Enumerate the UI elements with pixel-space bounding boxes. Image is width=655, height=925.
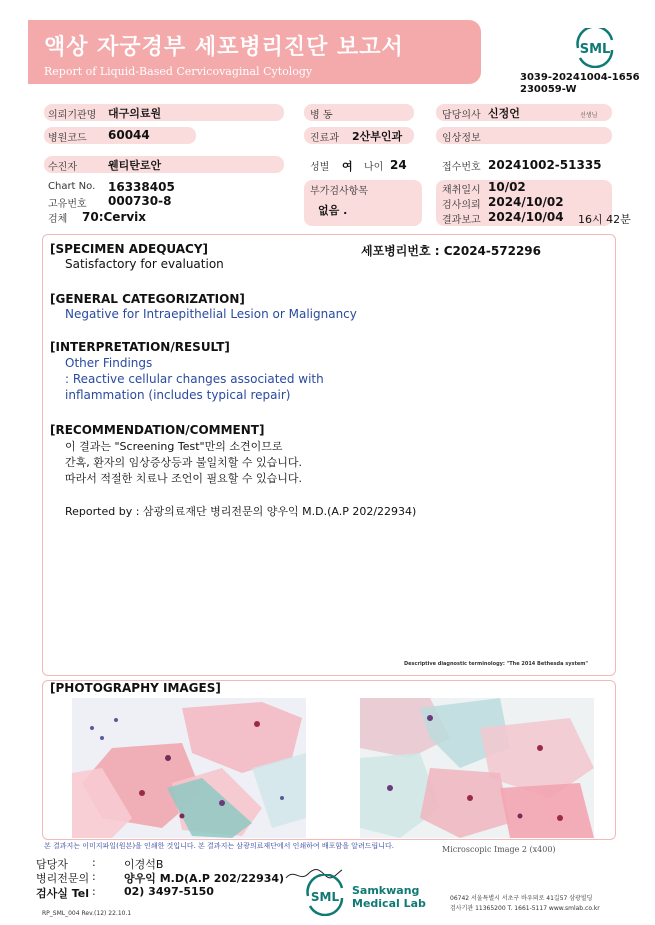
age-value: 24 bbox=[390, 158, 407, 172]
sex-value: 여 bbox=[342, 160, 353, 173]
general-text: Negative for Intraepithelial Lesion or Malignancy bbox=[65, 307, 357, 321]
dept-value: 2산부인과 bbox=[352, 130, 403, 143]
recommendation-line-1: 이 결과는 "Screening Test"만의 소견이므로 bbox=[65, 440, 283, 453]
photo-caption-2: Microscopic Image 2 (x400) bbox=[442, 845, 556, 854]
report-number bbox=[520, 72, 640, 96]
request-label: 검사의뢰 bbox=[442, 200, 481, 211]
age-label: 나이 bbox=[364, 162, 384, 173]
result-time: 16시 42분 bbox=[578, 213, 631, 226]
cytology-number: 세포병리번호 : C2024-572296 bbox=[361, 244, 541, 258]
sml-logo-icon bbox=[570, 28, 620, 68]
code-label: 병원코드 bbox=[48, 133, 87, 144]
report-subtitle: Report of Liquid-Based Cervicovaginal Cytology bbox=[44, 65, 313, 78]
adequacy-text: Satisfactory for evaluation bbox=[65, 257, 224, 271]
reported-by: Reported by : 삼광의료재단 병리전문의 양우익 M.D.(A.P 202/22934) bbox=[65, 505, 417, 518]
extra-label: 부가검사항목 bbox=[310, 186, 368, 197]
interpretation-line-2: : Reactive cellular changes associated with bbox=[65, 372, 324, 386]
address-line-2: 검사기관 11365200 T. 1661-5117 www.smlab.co.kr bbox=[450, 905, 600, 912]
specimen-label: 검체 bbox=[48, 214, 68, 225]
ward-label: 병 동 bbox=[310, 110, 333, 121]
request-value: 2024/10/02 bbox=[488, 195, 564, 209]
microscopic-image-1 bbox=[72, 698, 306, 838]
pathologist-label: 병리전문의 bbox=[36, 872, 90, 885]
hospital-label: 의뢰기관명 bbox=[48, 110, 97, 121]
address-line-1: 06742 서울특별시 서초구 바우뫼로 41길57 삼광빌딩 bbox=[450, 895, 593, 902]
patient-label: 수진자 bbox=[48, 162, 77, 173]
tel-value: 02) 3497-5150 bbox=[124, 885, 214, 898]
brand-line-2: Medical Lab bbox=[352, 897, 426, 910]
report-title: 액상 자궁경부 세포병리진단 보고서 bbox=[44, 35, 404, 60]
clinical-label: 임상정보 bbox=[442, 133, 481, 144]
svg-text:SML: SML bbox=[579, 42, 611, 57]
doctor-label: 담당의사 bbox=[442, 110, 481, 121]
form-number: RP_SML_004 Rev.(12) 22.10.1 bbox=[42, 910, 132, 917]
unique-label: 고유번호 bbox=[48, 199, 87, 210]
svg-text:SML: SML bbox=[310, 890, 340, 904]
receipt-value: 20241002-51335 bbox=[488, 158, 602, 172]
report-number-line-2: 230059-W bbox=[520, 84, 577, 95]
code-value: 60044 bbox=[108, 128, 150, 142]
photo-heading: [PHOTOGRAPHY IMAGES] bbox=[50, 681, 221, 695]
patient-value: 웬티탄로안 bbox=[108, 159, 162, 172]
receipt-label: 접수번호 bbox=[442, 162, 481, 173]
dept-label: 진료과 bbox=[310, 133, 339, 144]
sex-label: 성별 bbox=[310, 162, 330, 173]
specimen-value: 70:Cervix bbox=[82, 210, 147, 224]
chart-value: 16338405 bbox=[108, 180, 175, 194]
extra-value: 없음 . bbox=[318, 204, 348, 217]
recommendation-heading: [RECOMMENDATION/COMMENT] bbox=[50, 423, 265, 437]
tel-label: 검사실 Tel bbox=[36, 887, 89, 900]
manager-value: 이경석B bbox=[124, 858, 164, 871]
interpretation-line-3: inflammation (includes typical repair) bbox=[65, 388, 291, 402]
patient-field bbox=[44, 156, 284, 173]
recommendation-line-2: 간혹, 환자의 임상증상등과 불일치할 수 있습니다. bbox=[65, 456, 302, 469]
collect-value: 10/02 bbox=[488, 180, 526, 194]
hospital-value: 대구의료원 bbox=[108, 107, 162, 120]
result-label: 결과보고 bbox=[442, 215, 481, 226]
brand-name bbox=[352, 884, 426, 910]
manager-label: 담당자 bbox=[36, 858, 68, 871]
recommendation-line-3: 따라서 적절한 치료나 조언이 필요할 수 있습니다. bbox=[65, 472, 302, 485]
chart-label: Chart No. bbox=[48, 181, 96, 192]
unique-value: 000730-8 bbox=[108, 194, 172, 208]
general-heading: [GENERAL CATEGORIZATION] bbox=[50, 292, 245, 306]
adequacy-heading: [SPECIMEN ADEQUACY] bbox=[50, 242, 209, 256]
terminology-note: Descriptive diagnostic terminology: "The 2014 Bethesda system" bbox=[404, 661, 589, 667]
collect-label: 채취일시 bbox=[442, 185, 481, 196]
doctor-value: 신정언 bbox=[488, 107, 520, 120]
report-number-line-1: 3039-20241004-1656 bbox=[520, 72, 640, 83]
pathologist-value: 양우익 M.D(A.P 202/22934) bbox=[124, 872, 285, 885]
interpretation-heading: [INTERPRETATION/RESULT] bbox=[50, 340, 230, 354]
interpretation-line-1: Other Findings bbox=[65, 356, 153, 370]
result-value: 2024/10/04 bbox=[488, 210, 564, 224]
doctor-suffix: 선생님 bbox=[580, 112, 598, 119]
sml-footer-logo-icon bbox=[302, 874, 348, 916]
report-banner bbox=[28, 20, 481, 84]
print-notice: 본 결과지는 이미지파일(원본)을 인쇄한 것입니다. 본 결과지는 삼광의료재단에서 인쇄하여 배포함을 알려드립니다. bbox=[44, 842, 394, 850]
brand-line-1: Samkwang bbox=[352, 884, 420, 897]
microscopic-image-2 bbox=[360, 698, 594, 838]
